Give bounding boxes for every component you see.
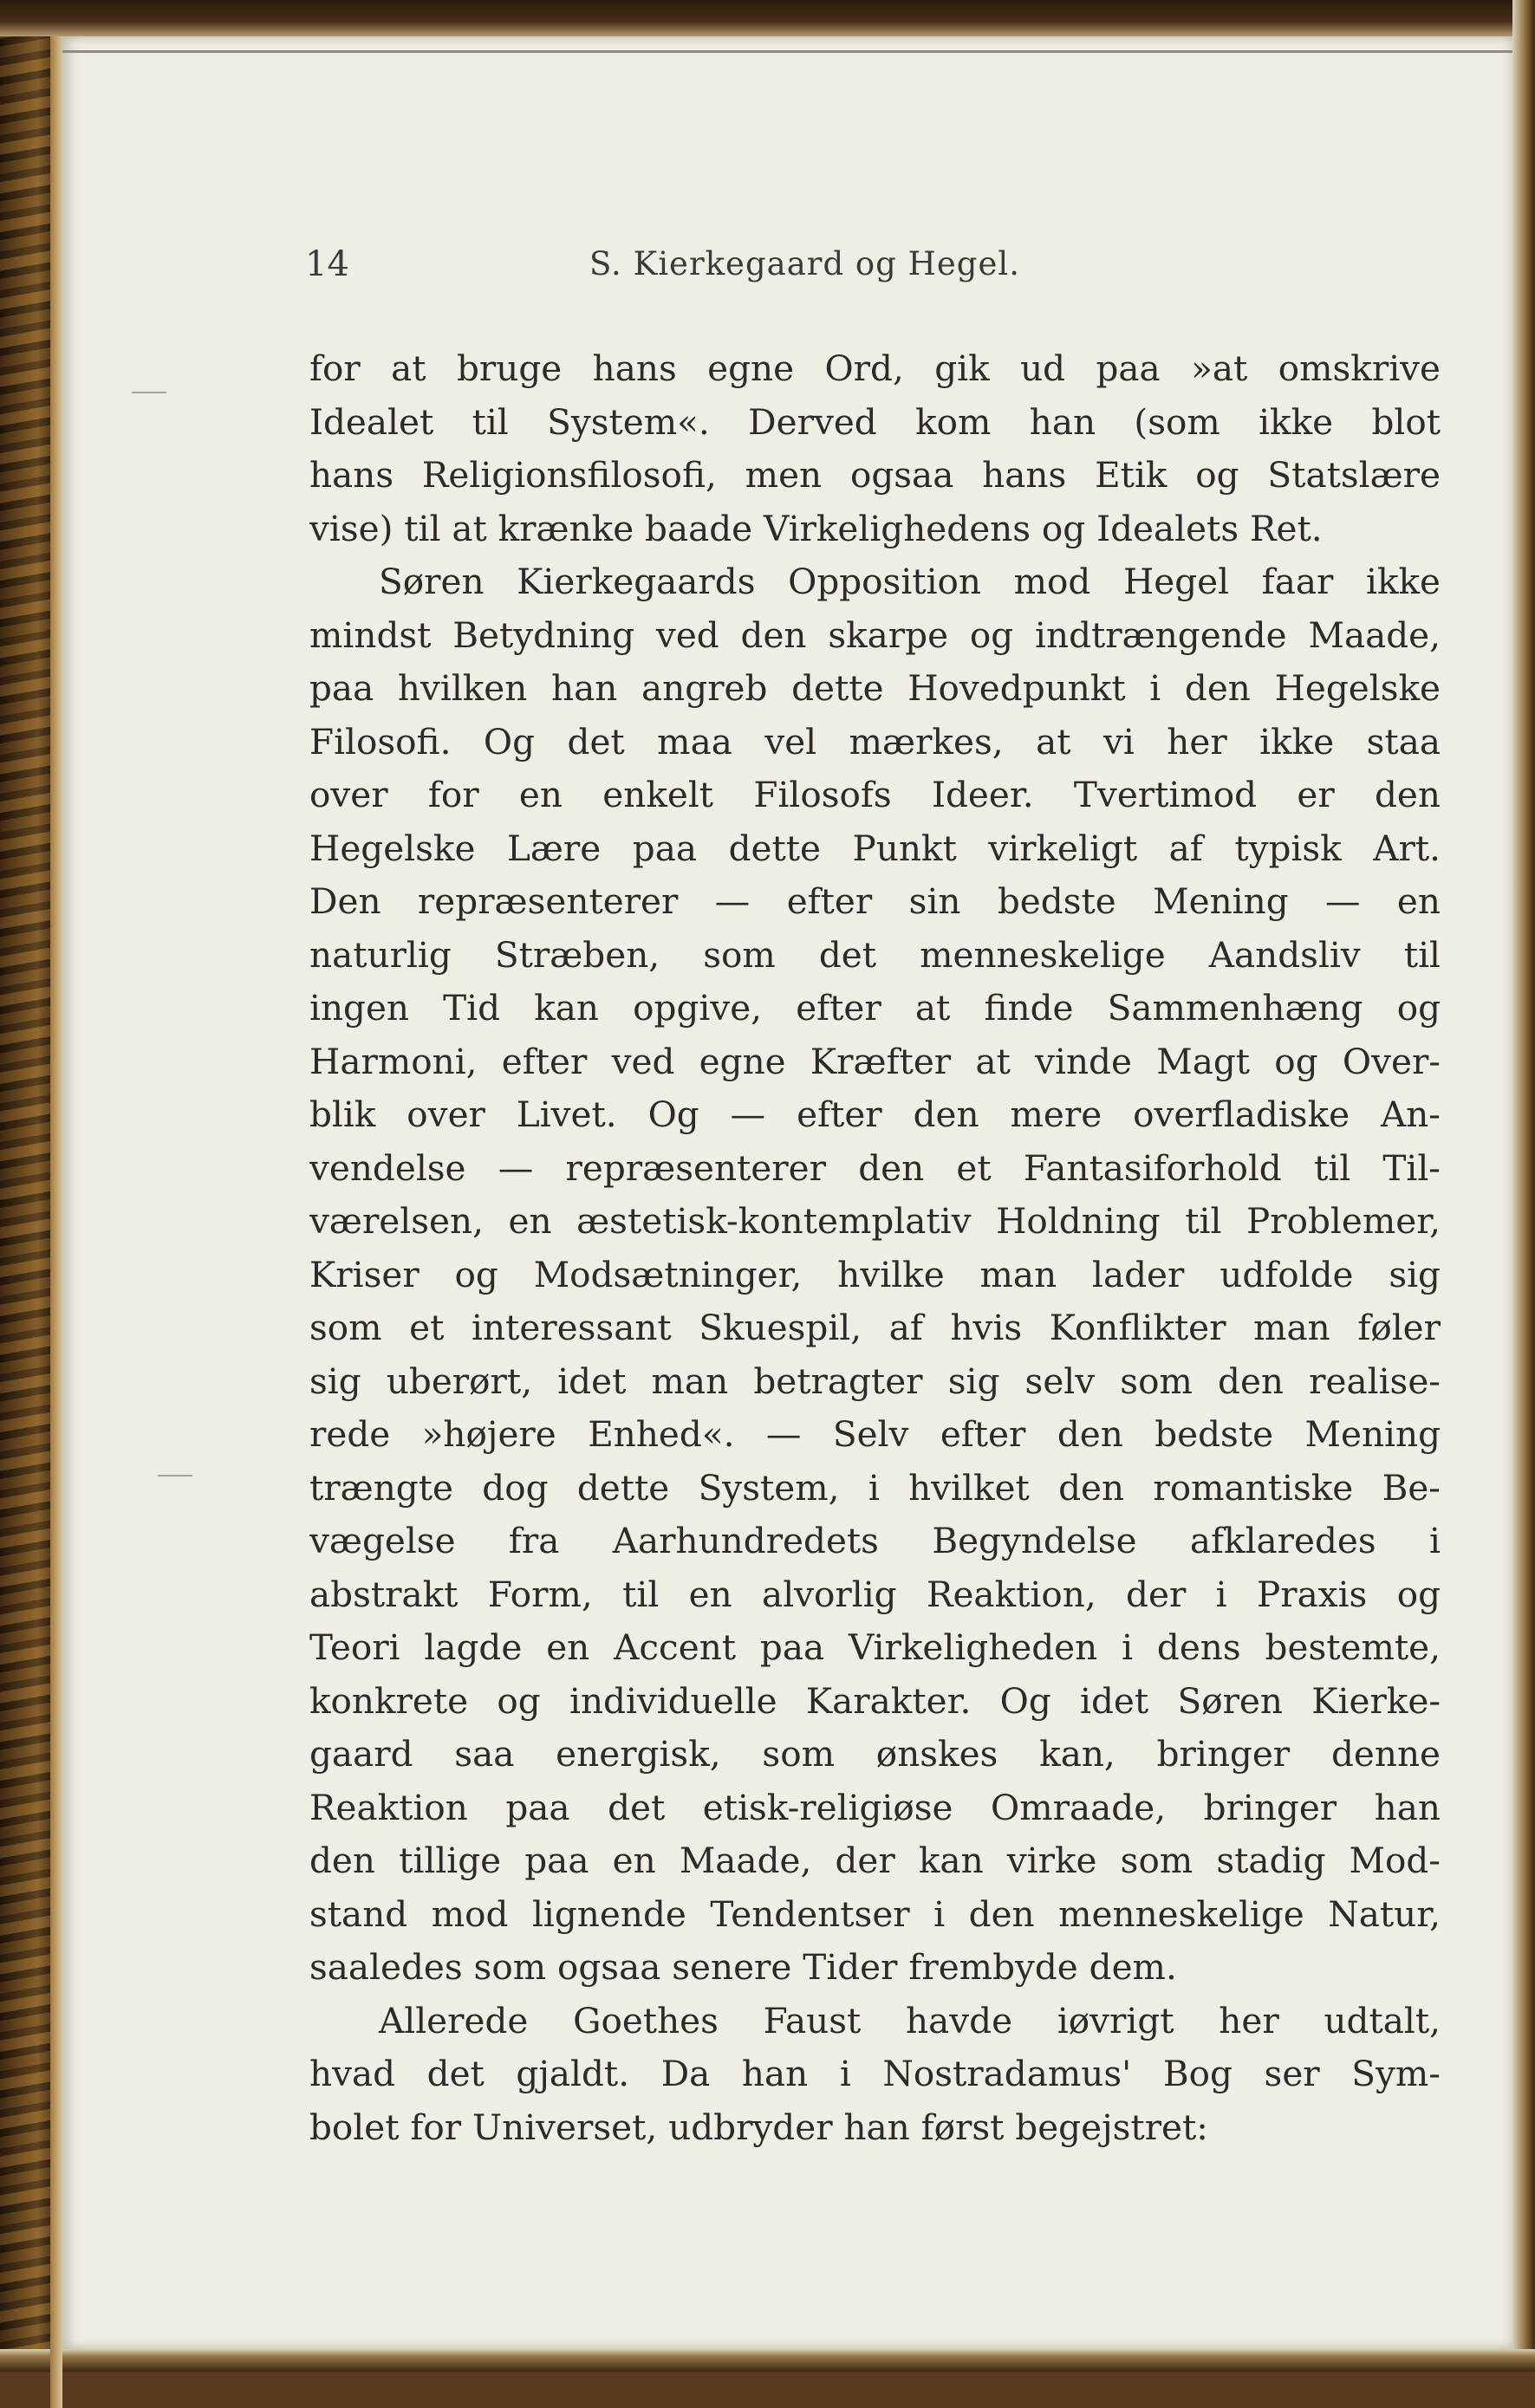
book-page bbox=[62, 36, 1512, 2349]
text-line: mindst Betydning ved den skarpe og indtrængende Maade, bbox=[309, 613, 1441, 656]
text-line: paa hvilken han angreb dette Hovedpunkt i den Hegelske bbox=[309, 667, 1441, 709]
bottom-edge bbox=[0, 2349, 1535, 2372]
text-line: naturlig Stræben, som det menneskelige Aandsliv til bbox=[309, 933, 1441, 976]
body-text bbox=[309, 342, 1441, 2154]
top-edge bbox=[0, 0, 1535, 36]
page-top-rule bbox=[62, 50, 1512, 53]
text-line: den tillige paa en Maade, der kan virke som stadig Mod- bbox=[309, 1840, 1441, 1881]
text-line: Hegelske Lære paa dette Punkt virkeligt af typisk Art. bbox=[309, 827, 1441, 869]
text-line: Den repræsenterer — efter sin bedste Mening — en bbox=[309, 880, 1441, 922]
margin-mark bbox=[132, 392, 166, 393]
text-line: over for en enkelt Filosofs Ideer. Tvertimod er den bbox=[309, 774, 1441, 815]
text-line: rede »højere Enhed«. — Selv efter den bedste Mening bbox=[309, 1413, 1441, 1455]
right-edge bbox=[1512, 0, 1535, 2372]
text-line: for at bruge hans egne Ord, gik ud paa »at omskrive bbox=[309, 347, 1441, 389]
text-line: vægelse fra Aarhundredets Begyndelse afklaredes i bbox=[309, 1520, 1441, 1561]
text-line: vise) til at krænke baade Virkelighedens og Idealets Ret. bbox=[309, 507, 1323, 549]
text-line: Allerede Goethes Faust havde iøvrigt her udtalt, bbox=[379, 1999, 1441, 2041]
text-line: værelsen, en æstetisk-kontemplativ Holdning til Problemer, bbox=[309, 1200, 1441, 1242]
text-line: sig uberørt, idet man betragter sig selv som den realise- bbox=[309, 1360, 1441, 1402]
page-number: 14 bbox=[305, 244, 349, 284]
text-line: Idealet til System«. Derved kom han (som ikke blot bbox=[309, 400, 1441, 443]
text-line: Teori lagde en Accent paa Virkeligheden i dens bestemte, bbox=[309, 1626, 1441, 1668]
text-line: gaard saa energisk, som ønskes kan, bringer denne bbox=[309, 1733, 1441, 1775]
text-line: vendelse — repræsenterer den et Fantasiforhold til Til- bbox=[309, 1146, 1441, 1189]
text-line: hans Religionsfilosofi, men ogsaa hans Etik og Statslære bbox=[309, 454, 1441, 496]
text-line: blik over Livet. Og — efter den mere overfladiske An- bbox=[309, 1094, 1441, 1135]
text-line: hvad det gjaldt. Da han i Nostradamus' Bog ser Sym- bbox=[309, 2053, 1441, 2094]
text-line: Reaktion paa det etisk-religiøse Omraade, bringer han bbox=[309, 1786, 1441, 1828]
text-line: Harmoni, efter ved egne Kræfter at vinde Magt og Over- bbox=[309, 1040, 1441, 1082]
text-line: ingen Tid kan opgive, efter at finde Sammenhæng og bbox=[309, 987, 1441, 1029]
book-binding bbox=[0, 0, 54, 2372]
text-line: stand mod lignende Tendentser i den menneskelige Natur, bbox=[309, 1892, 1441, 1935]
text-line: Søren Kierkegaards Opposition mod Hegel faar ikke bbox=[379, 561, 1441, 602]
text-line: trængte dog dette System, i hvilket den romantiske Be- bbox=[309, 1466, 1441, 1509]
running-head bbox=[62, 241, 1512, 293]
margin-mark bbox=[158, 1475, 192, 1477]
text-line: Kriser og Modsætninger, hvilke man lader udfolde sig bbox=[309, 1253, 1441, 1295]
text-line: Filosofi. Og det maa vel mærkes, at vi her ikke staa bbox=[309, 720, 1441, 763]
text-line: saaledes som ogsaa senere Tider frembyde dem. bbox=[309, 1946, 1177, 1988]
text-line: bolet for Universet, udbryder han først begejstret: bbox=[309, 2106, 1208, 2148]
text-line: abstrakt Form, til en alvorlig Reaktion, der i Praxis og bbox=[309, 1573, 1441, 1615]
text-line: konkrete og individuelle Karakter. Og idet Søren Kierke- bbox=[309, 1679, 1441, 1722]
text-line: som et interessant Skuespil, af hvis Konflikter man føler bbox=[309, 1307, 1441, 1348]
page-gutter bbox=[50, 36, 62, 2408]
running-title: S. Kierkegaard og Hegel. bbox=[589, 245, 1020, 282]
